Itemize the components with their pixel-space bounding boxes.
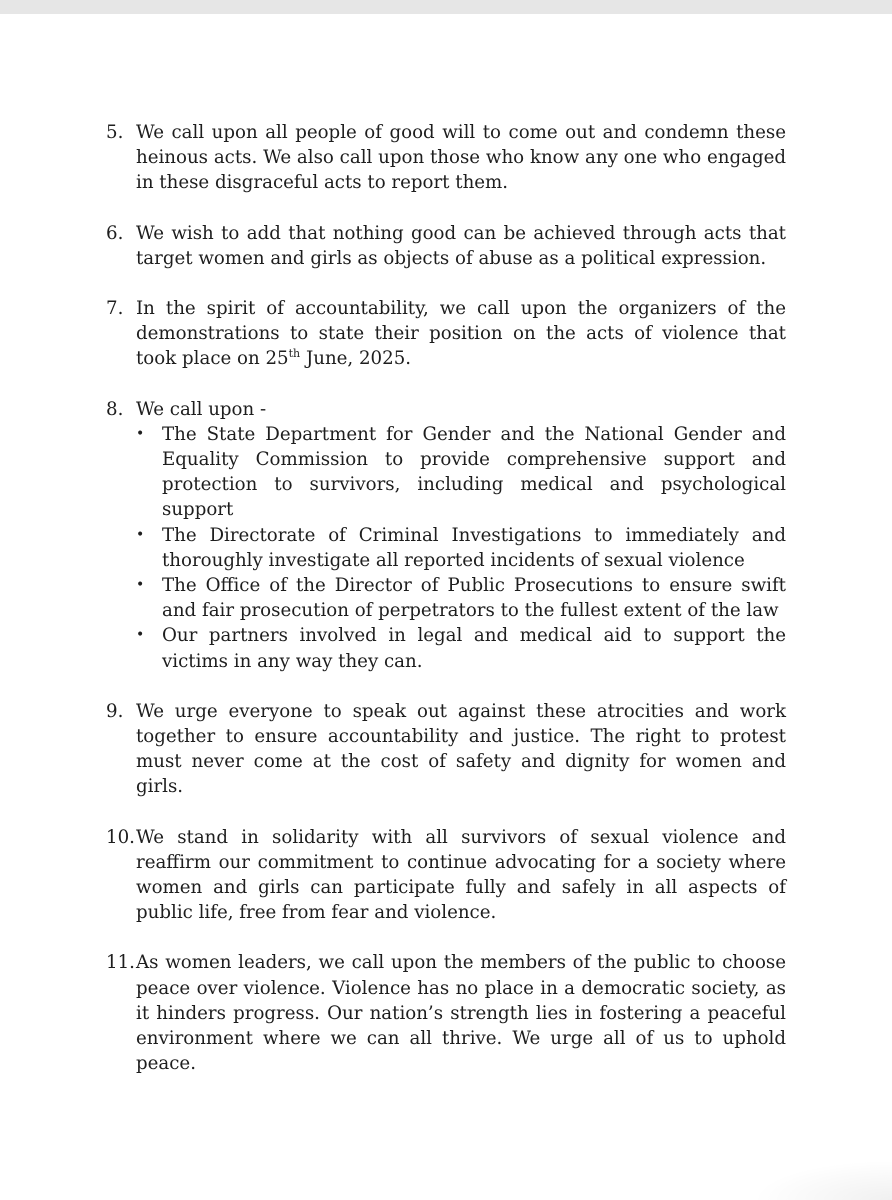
bullet-icon: • bbox=[136, 627, 145, 644]
paragraph-text: We call upon all people of good will to come out and condemn these heinous acts. We also call upon those who know any one who engaged in these disgraceful acts to report them. bbox=[136, 122, 786, 194]
paragraph-text-start: In the spirit of accountability, we call upon the organizers of the demonstrations to state their position on the acts of violence that took place on 25 bbox=[136, 298, 786, 370]
list-item bbox=[136, 573, 786, 623]
paragraph-number: 11. bbox=[106, 952, 135, 974]
list-item-text: The Directorate of Criminal Investigations to immediately and thoroughly investigate all reported incidents of sexual violence bbox=[162, 524, 786, 571]
bullet-icon: • bbox=[136, 577, 145, 594]
bullet-icon: • bbox=[136, 526, 145, 543]
paragraph-number: 6. bbox=[106, 222, 124, 244]
paragraph-number: 7. bbox=[106, 298, 124, 320]
document-page bbox=[0, 14, 892, 1200]
date-ordinal-suffix: th bbox=[288, 347, 301, 361]
paragraph-9 bbox=[106, 699, 786, 800]
paragraph-intro: We call upon - bbox=[136, 398, 267, 420]
paragraph-5 bbox=[106, 120, 786, 196]
page-curl-shadow bbox=[752, 1160, 892, 1200]
paragraph-number: 9. bbox=[106, 700, 124, 722]
bullet-list bbox=[136, 422, 786, 674]
list-item-text: The Office of the Director of Public Prosecutions to ensure swift and fair prosecution of perpetrators to the fullest extent of the law bbox=[162, 575, 786, 622]
paragraph-text-end: June, 2025. bbox=[300, 348, 412, 370]
paragraph-text bbox=[136, 298, 786, 369]
statement-body bbox=[106, 120, 786, 1102]
list-item bbox=[136, 523, 786, 573]
paragraph-7 bbox=[106, 296, 786, 372]
paragraph-number: 10. bbox=[106, 826, 135, 848]
bullet-icon: • bbox=[136, 425, 145, 442]
top-band bbox=[0, 0, 892, 15]
paragraph-number: 8. bbox=[106, 398, 124, 420]
list-item-text: The State Department for Gender and the National Gender and Equality Commission to provide comprehensive support and protection to survivors, including medical and psychological support bbox=[162, 423, 786, 521]
paragraph-text: We wish to add that nothing good can be achieved through acts that target women and girls as objects of abuse as a political expression. bbox=[136, 222, 786, 269]
paragraph-number: 5. bbox=[106, 122, 124, 143]
paragraph-text: We stand in solidarity with all survivors of sexual violence and reaffirm our commitment to continue advocating for a society where women and girls can participate fully and safely in all aspects of public life, free from fear and violence. bbox=[136, 826, 786, 924]
list-item-text: Our partners involved in legal and medical aid to support the victims in any way they can. bbox=[162, 625, 786, 672]
paragraph-11 bbox=[106, 950, 786, 1076]
paragraph-8 bbox=[106, 397, 786, 674]
list-item bbox=[136, 623, 786, 673]
paragraph-text: We urge everyone to speak out against these atrocities and work together to ensure accountability and justice. The right to protest must never come at the cost of safety and dignity for women and girls. bbox=[136, 700, 786, 798]
paragraph-text: As women leaders, we call upon the members of the public to choose peace over violence. Violence has no place in a democratic society, as it hinders progress. Our nation’s strength lies in fostering a peaceful environment where we can all thrive. We urge all of us to uphold peace. bbox=[136, 952, 786, 1075]
paragraph-6 bbox=[106, 221, 786, 271]
list-item bbox=[136, 422, 786, 523]
paragraph-10 bbox=[106, 825, 786, 926]
